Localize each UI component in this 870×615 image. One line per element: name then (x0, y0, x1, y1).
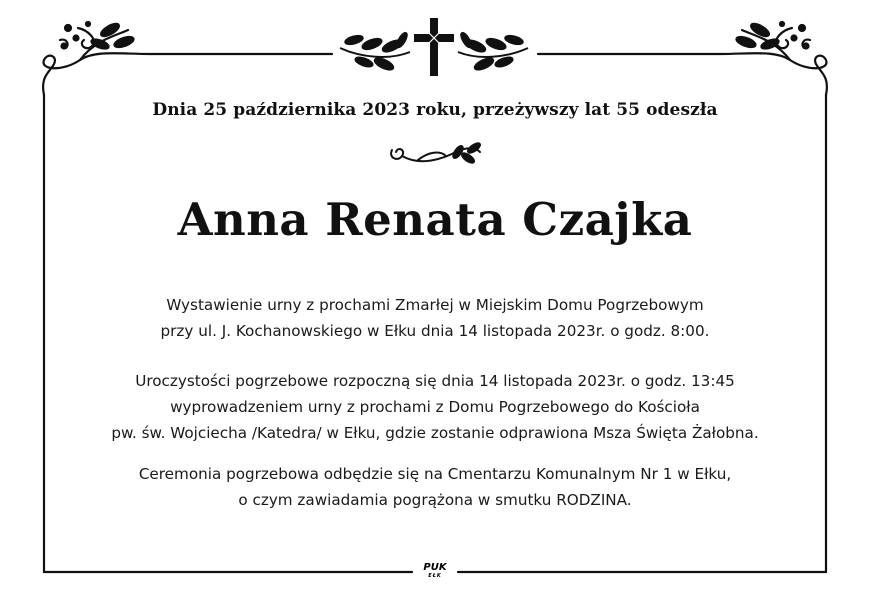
paragraph-urn-display (0, 292, 870, 344)
paragraph-funeral-ceremony (0, 368, 870, 446)
logo-sub-text: EŁK (428, 573, 442, 579)
text-line: wyprowadzeniem urny z prochami z Domu Pogrzebowego do Kościoła (170, 398, 700, 416)
company-logo (417, 562, 453, 579)
text-line: o czym zawiadamia pogrążona w smutku RODZINA. (238, 491, 632, 509)
text-line: Wystawienie urny z prochami Zmarłej w Miejskim Domu Pogrzebowym (166, 296, 704, 314)
cross-with-laurel-icon (340, 18, 528, 76)
text-line: Uroczystości pogrzebowe rozpoczną się dnia 14 listopada 2023r. o godz. 13:45 (135, 372, 735, 390)
deceased-name: Anna Renata Czajka (177, 193, 693, 246)
text-line: pw. św. Wojciecha /Katedra/ w Ełku, gdzie zostanie odprawiona Msza Święta Żałobna. (111, 424, 759, 442)
floral-corner-icon (720, 22, 827, 95)
text-line: Ceremonia pogrzebowa odbędzie się na Cmentarzu Komunalnym Nr 1 w Ełku, (138, 465, 732, 483)
floral-corner-icon (43, 22, 150, 95)
paragraph-burial (0, 461, 870, 513)
text-line: przy ul. J. Kochanowskiego w Ełku dnia 14 listopada 2023r. o godz. 8:00. (160, 322, 710, 340)
death-date-intro: Dnia 25 października 2023 roku, przeżywszy lat 55 odeszła (152, 100, 718, 120)
logo-main-text: PUK (423, 562, 447, 573)
floral-swirl-icon (391, 142, 481, 165)
